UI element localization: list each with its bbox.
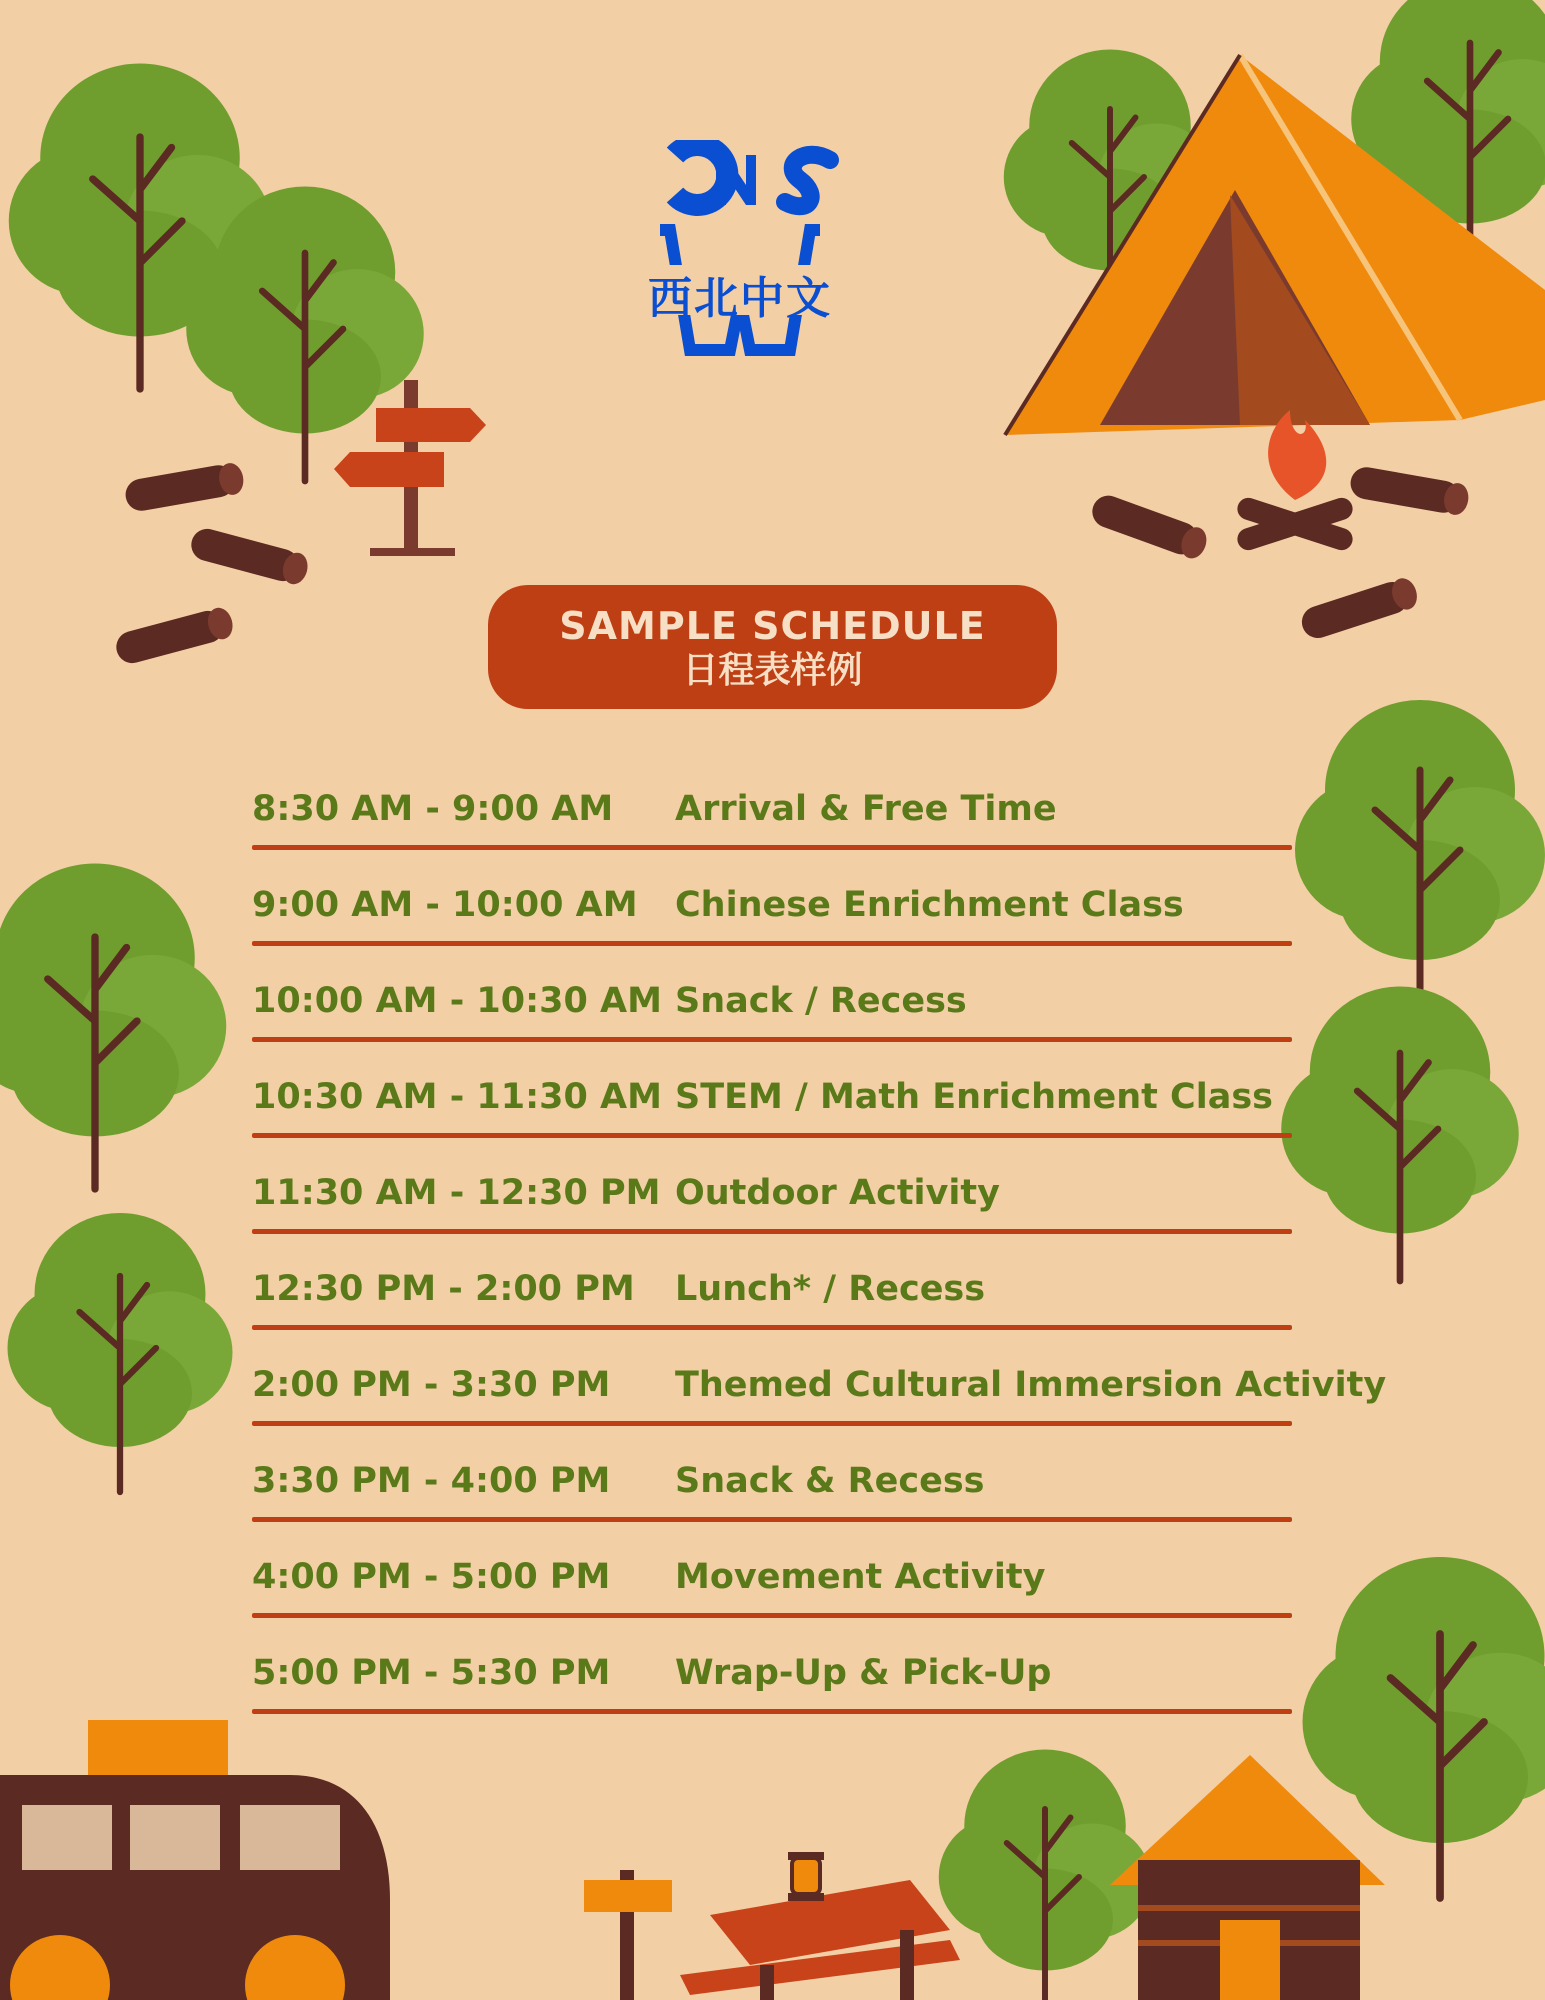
schedule-activity: Lunch* / Recess [675,1269,986,1309]
schedule-row [252,957,1292,1053]
row-divider [252,1517,1292,1522]
schedule-time: 10:00 AM - 10:30 AM [252,981,662,1021]
logo-graphic [620,140,860,380]
schedule-activity: STEM / Math Enrichment Class [675,1077,1274,1117]
lantern-icon [788,1852,824,1901]
schedule-activity: Snack / Recess [675,981,967,1021]
tree-icon [939,1750,1152,2000]
row-divider [252,1133,1292,1138]
schedule-time: 10:30 AM - 11:30 AM [252,1077,662,1117]
row-divider [252,1325,1292,1330]
schedule-activity: Arrival & Free Time [675,789,1057,829]
schedule-time: 9:00 AM - 10:00 AM [252,885,638,925]
schedule-row [252,1533,1292,1629]
row-divider [252,1709,1292,1714]
row-divider [252,845,1292,850]
schedule-time: 5:00 PM - 5:30 PM [252,1653,611,1693]
schedule-row [252,1149,1292,1245]
log-icon [1298,575,1421,642]
tree-icon [1281,987,1519,1282]
schedule-row [252,1437,1292,1533]
van-icon [0,1720,390,2000]
log-icon [188,525,311,587]
logo-chinese-text: 西北中文 [648,273,832,324]
schedule-activity: Outdoor Activity [675,1173,1000,1213]
row-divider [252,1421,1292,1426]
log-icon [113,605,236,667]
schedule-time: 8:30 AM - 9:00 AM [252,789,614,829]
schedule-time: 3:30 PM - 4:00 PM [252,1461,611,1501]
title-english: SAMPLE SCHEDULE [559,604,986,648]
title-chinese: 日程表样例 [682,650,863,691]
signpost-icon [584,1870,672,2000]
row-divider [252,941,1292,946]
campfire-icon [1235,410,1356,553]
schedule-row [252,861,1292,957]
schedule-row [252,1245,1292,1341]
schedule-activity: Snack & Recess [675,1461,985,1501]
tree-icon [1295,700,1545,1010]
log-icon [1348,465,1471,517]
schedule-title-badge [488,585,1057,709]
schedule-time: 2:00 PM - 3:30 PM [252,1365,611,1405]
schedule-time: 4:00 PM - 5:00 PM [252,1557,611,1597]
row-divider [252,1229,1292,1234]
schedule-time: 11:30 AM - 12:30 PM [252,1173,661,1213]
schedule-row [252,765,1292,861]
schedule-activity: Movement Activity [675,1557,1046,1597]
log-icon [1088,491,1211,562]
tree-icon [7,1213,232,1492]
row-divider [252,1037,1292,1042]
schedule-list [252,765,1387,1725]
schedule-row [252,1341,1387,1437]
tree-icon [0,864,226,1190]
schedule-time: 12:30 PM - 2:00 PM [252,1269,635,1309]
schedule-activity: Wrap-Up & Pick-Up [675,1653,1052,1693]
schedule-activity: Chinese Enrichment Class [675,885,1184,925]
schedule-activity: Themed Cultural Immersion Activity [675,1365,1387,1405]
schedule-row [252,1053,1292,1149]
schedule-row [252,1629,1292,1725]
cabin-icon [1110,1755,1385,2000]
cns-logo [620,140,860,380]
row-divider [252,1613,1292,1618]
log-icon [123,461,246,513]
